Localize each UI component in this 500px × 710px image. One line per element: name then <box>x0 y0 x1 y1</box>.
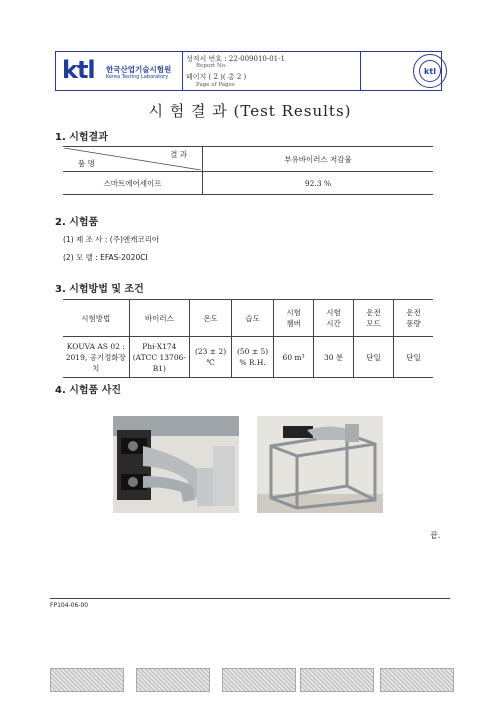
ktl-seal-icon <box>413 54 447 88</box>
mode-cell: 단일 <box>354 337 394 378</box>
header-cell: 시험방법 <box>63 300 129 337</box>
ktl-logo <box>56 52 183 90</box>
seal-text: ktl <box>419 60 441 82</box>
report-no-label: 성적서 번호 : <box>186 55 227 63</box>
seal-cell <box>360 52 441 90</box>
section1-heading: 1. 시험결과 <box>55 132 108 143</box>
col-result-label: 결 과 <box>170 150 187 159</box>
header-cell: 운전 풍량 <box>394 300 434 337</box>
header-cell: 시험 챔버 <box>274 300 314 337</box>
table-row <box>63 147 433 172</box>
org-name-en: Korea Testing Laboratory <box>106 74 169 80</box>
security-strip <box>136 668 210 692</box>
chamber-cell: 60 m³ <box>274 337 314 378</box>
table-row <box>63 337 433 378</box>
table-header-row <box>63 300 433 337</box>
time-cell: 30 분 <box>314 337 354 378</box>
product-photo-2 <box>257 416 383 513</box>
security-strip <box>222 668 296 692</box>
header-cell: 온도 <box>190 300 232 337</box>
header-cell: 습도 <box>232 300 274 337</box>
org-name-kr: 한국산업기술시험원 <box>106 65 172 74</box>
page-title: 시 험 결 과 (Test Results) <box>148 102 352 120</box>
security-strip <box>380 668 454 692</box>
diag-header-cell <box>63 147 203 172</box>
section2-heading: 2. 시험품 <box>55 217 99 228</box>
result-value: 92.3 % <box>203 172 434 195</box>
product-name: 스마트에어세이프 <box>63 172 203 195</box>
report-info <box>182 52 361 90</box>
conditions-table <box>63 299 433 378</box>
results-table <box>63 146 433 195</box>
footer-divider <box>50 598 450 599</box>
header-cell: 시험 시간 <box>314 300 354 337</box>
airflow-cell: 단일 <box>394 337 434 378</box>
report-header <box>55 51 442 91</box>
table-row <box>63 172 433 195</box>
result-header: 부유바이러스 저감율 <box>203 147 434 172</box>
page-en: Page of Pages <box>196 82 235 88</box>
report-no: 22-009010-01-1 <box>228 55 285 63</box>
model-line: (2) 모 델 : EFAS-2020CI <box>63 253 148 262</box>
method-cell: KOUVA AS 02 : 2019, 공기정화장치 <box>63 337 129 378</box>
report-no-en: Report No. <box>196 63 227 69</box>
humidity-cell: (50 ± 5) % R.H. <box>232 337 274 378</box>
section3-heading: 3. 시험방법 및 조건 <box>55 284 144 295</box>
header-cell: 운전 모드 <box>354 300 394 337</box>
end-mark: 끝. <box>430 531 441 540</box>
product-photo-1 <box>113 416 239 513</box>
maker-line: (1) 제 조 사 : (주)엔캐코리아 <box>63 235 160 244</box>
virus-cell: Phi-X174 (ATCC 13706-B1) <box>129 337 189 378</box>
footer-code: FP104-06-00 <box>50 602 89 609</box>
col-item-label: 품 명 <box>78 159 95 168</box>
section4-heading: 4. 시험품 사진 <box>55 385 122 396</box>
temperature-cell: (23 ± 2) ℃ <box>190 337 232 378</box>
header-cell: 바이러스 <box>129 300 189 337</box>
page-label: 페이지 ( 2 )( 총 2 ) <box>186 73 247 81</box>
security-strip <box>50 668 124 692</box>
logo-text: ktl <box>62 56 95 84</box>
security-strip <box>300 668 374 692</box>
